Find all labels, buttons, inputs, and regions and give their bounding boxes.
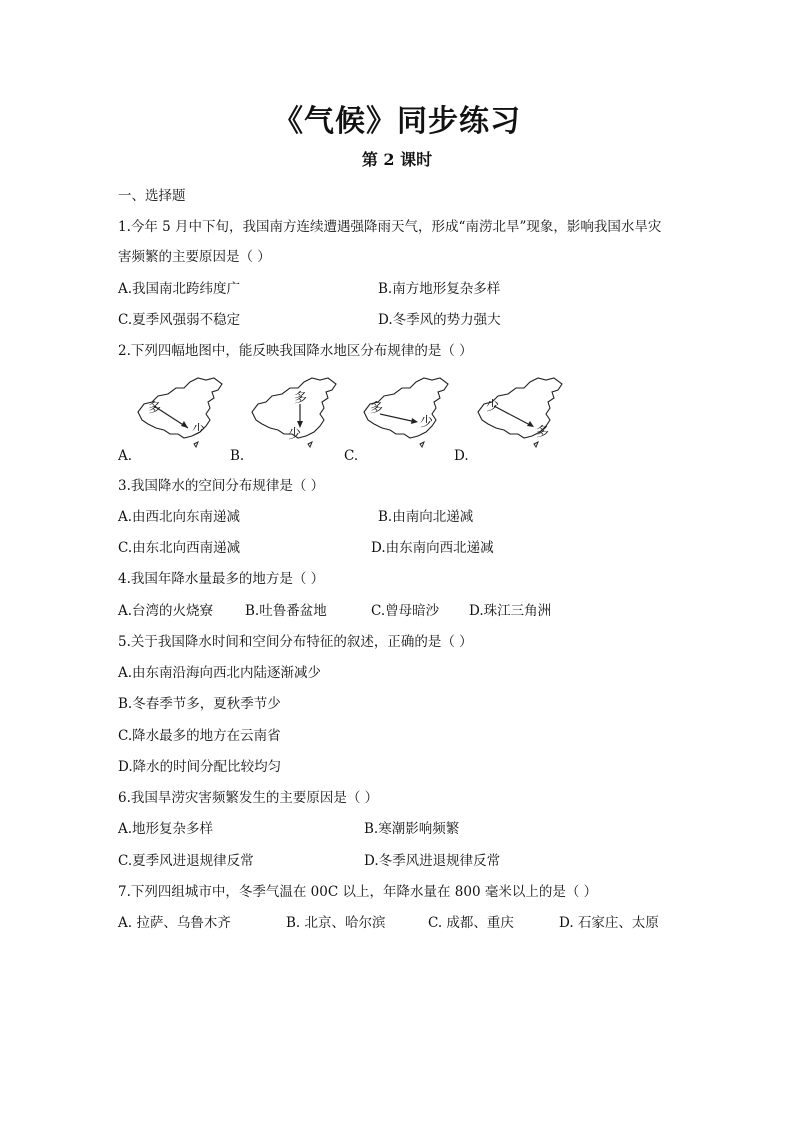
q7-option-a[interactable]: A. 拉萨、乌鲁木齐 xyxy=(118,915,231,931)
q4-option-a[interactable]: A.台湾的火烧寮 xyxy=(118,603,214,619)
q2-map-c[interactable] xyxy=(344,376,456,466)
q3-option-a[interactable]: A.由西北向东南递减 xyxy=(118,509,241,525)
q6-option-d[interactable]: D.冬季风进退规律反常 xyxy=(364,853,501,869)
q4-option-d[interactable]: D.珠江三角洲 xyxy=(469,603,552,619)
q1-option-c[interactable]: C.夏季风强弱不稳定 xyxy=(118,312,241,328)
svg-text:少: 少 xyxy=(486,399,500,414)
question-2-stem: 2.下列四幅地图中，能反映我国降水地区分布规律的是（ ） xyxy=(118,343,473,359)
q1-option-d[interactable]: D.冬季风的势力强大 xyxy=(378,312,501,328)
question-7-stem: 7.下列四组城市中，冬季气温在 00C 以上，年降水量在 800 毫米以上的是（ ） xyxy=(118,884,598,900)
page-title: 《气候》同步练习 xyxy=(273,104,521,139)
q4-option-c[interactable]: C.曾母暗沙 xyxy=(371,603,440,619)
q2-map-d[interactable] xyxy=(454,376,574,466)
q2-map-c-label: C. xyxy=(344,448,359,464)
question-1-stem-cont: 害频繁的主要原因是（ ） xyxy=(118,249,271,265)
q2-map-a-label: A. xyxy=(118,448,133,464)
q5-option-c[interactable]: C.降水最多的地方在云南省 xyxy=(118,728,281,744)
q6-option-b[interactable]: B.寒潮影响频繁 xyxy=(364,821,460,837)
q6-option-c[interactable]: C.夏季风进退规律反常 xyxy=(118,853,254,869)
q1-option-a[interactable]: A.我国南北跨纬度广 xyxy=(118,281,241,297)
question-5-stem: 5.关于我国降水时间和空间分布特征的叙述，正确的是（ ） xyxy=(118,634,473,650)
question-6-stem: 6.我国旱涝灾害频繁发生的主要原因是（ ） xyxy=(118,790,379,806)
q1-option-b[interactable]: B.南方地形复杂多样 xyxy=(378,281,501,297)
svg-text:多: 多 xyxy=(370,401,384,416)
q2-map-b-label: B. xyxy=(230,448,245,464)
q2-map-b[interactable] xyxy=(230,376,348,466)
china-map-icon xyxy=(134,376,228,448)
q7-option-b[interactable]: B. 北京、哈尔滨 xyxy=(286,915,386,931)
q7-option-c[interactable]: C. 成都、重庆 xyxy=(428,915,514,931)
q5-option-b[interactable]: B.冬春季节多，夏秋季节少 xyxy=(118,696,281,712)
svg-text:少: 少 xyxy=(288,427,302,442)
q2-map-a[interactable] xyxy=(118,376,230,466)
page-subtitle: 第 2 课时 xyxy=(361,150,433,169)
question-1-stem: 1.今年 5 月中下旬，我国南方连续遭遇强降雨天气，形成“南涝北旱”现象，影响我国水旱灾 xyxy=(118,219,662,235)
q2-map-d-label: D. xyxy=(454,448,469,464)
svg-text:多: 多 xyxy=(536,425,550,440)
q4-option-b[interactable]: B.吐鲁番盆地 xyxy=(245,603,327,619)
q3-option-b[interactable]: B.由南向北递减 xyxy=(378,509,474,525)
china-map-icon xyxy=(474,376,568,448)
china-map-icon xyxy=(360,376,454,448)
q5-option-a[interactable]: A.由东南沿海向西北内陆逐渐减少 xyxy=(118,665,322,681)
q7-option-d[interactable]: D. 石家庄、太原 xyxy=(559,915,659,931)
question-4-stem: 4.我国年降水量最多的地方是（ ） xyxy=(118,571,325,587)
svg-text:少: 少 xyxy=(420,415,434,430)
q5-option-d[interactable]: D.降水的时间分配比较均匀 xyxy=(118,759,282,775)
china-map-icon xyxy=(246,376,344,448)
question-3-stem: 3.我国降水的空间分布规律是（ ） xyxy=(118,478,325,494)
q3-option-d[interactable]: D.由东南向西北递减 xyxy=(371,540,494,556)
q3-option-c[interactable]: C.由东北向西南递减 xyxy=(118,540,241,556)
svg-text:多: 多 xyxy=(148,401,162,416)
svg-text:多: 多 xyxy=(294,391,308,406)
svg-text:少: 少 xyxy=(192,423,206,438)
q6-option-a[interactable]: A.地形复杂多样 xyxy=(118,821,214,837)
q2-maps xyxy=(118,376,678,466)
section-heading: 一、选择题 xyxy=(118,188,186,204)
